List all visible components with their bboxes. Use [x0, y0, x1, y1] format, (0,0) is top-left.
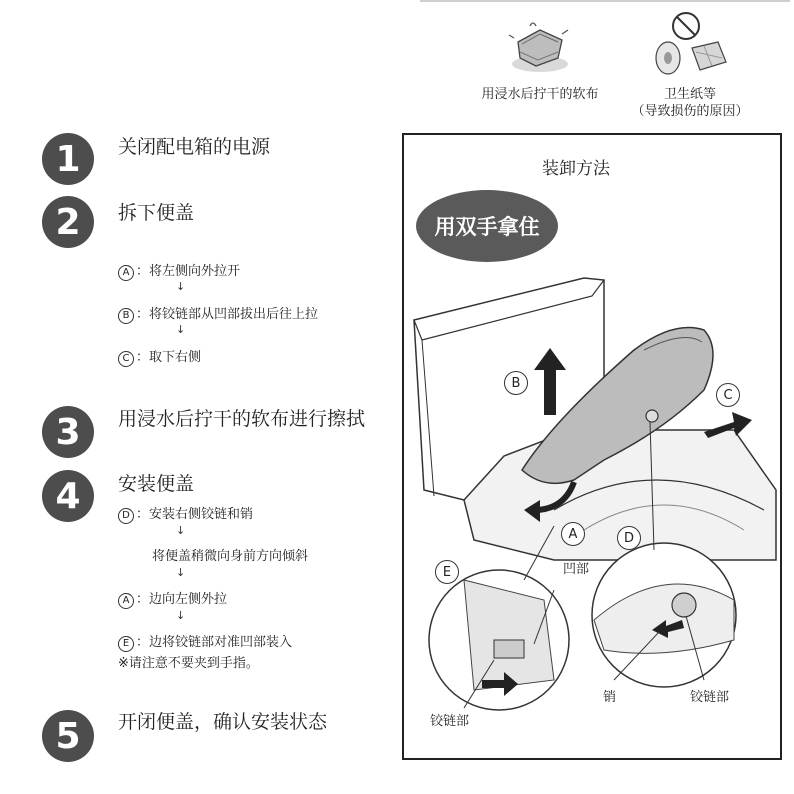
- marker-a: A: [561, 522, 585, 546]
- step-1-number: 1: [42, 133, 94, 185]
- arrow-down-icon: ↓: [176, 524, 186, 537]
- marker-d: D: [118, 508, 134, 524]
- warning-label-cloth: 用浸水后拧干的软布: [481, 87, 599, 102]
- step-3-title: 用浸水后拧干的软布进行擦拭: [118, 408, 366, 430]
- step-5-title: 开闭便盖，确认安装状态: [118, 711, 328, 733]
- wet-cloth-icon: [500, 12, 580, 82]
- hinge-label-right: 铰链部: [690, 690, 730, 705]
- step-4-sub-d: D ：安装右侧铰链和销: [118, 503, 253, 524]
- marker-b: B: [118, 308, 134, 324]
- marker-a: A: [118, 593, 134, 609]
- warning-label-tissue: 卫生纸等: [663, 87, 716, 102]
- marker-c: C: [716, 383, 740, 407]
- arrow-down-icon: ↓: [176, 609, 186, 622]
- step-5-number: 5: [42, 710, 94, 762]
- step-2-title: 拆下便盖: [118, 202, 195, 224]
- marker-a: A: [118, 265, 134, 281]
- toilet-lid-illustration: [404, 260, 780, 758]
- step-2-sub-c: C ：取下右侧: [118, 346, 201, 367]
- arrow-down-icon: ↓: [176, 280, 186, 293]
- arrow-down-icon: ↓: [176, 323, 186, 336]
- both-hands-badge: 用双手拿住: [416, 190, 558, 262]
- arrow-down-icon: ↓: [176, 566, 186, 579]
- marker-c: C: [118, 351, 134, 367]
- step-3-number: 3: [42, 406, 94, 458]
- hinge-label-left: 铰链部: [430, 714, 470, 729]
- step-4-note: ※请注意不要夹到手指。: [118, 656, 259, 671]
- step-4-number: 4: [42, 470, 94, 522]
- marker-b: B: [504, 371, 528, 395]
- warning-note-tissue: （导致损伤的原因）: [631, 104, 749, 119]
- step-2-sub-b: B ：将铰链部从凹部拔出后往上拉: [118, 303, 318, 324]
- step-4-title: 安装便盖: [118, 473, 195, 495]
- marker-e: E: [435, 560, 459, 584]
- step-4-sub-tilt: 将便盖稍微向身前方向倾斜: [152, 549, 309, 564]
- no-tissue-icon: [642, 8, 732, 83]
- marker-d: D: [617, 526, 641, 550]
- step-4-sub-e: E ：边将铰链部对准凹部装入: [118, 631, 292, 652]
- step-4-sub-a: A ：边向左侧外拉: [118, 588, 227, 609]
- step-1-title: 关闭配电箱的电源: [118, 136, 271, 158]
- step-2-number: 2: [42, 196, 94, 248]
- top-rule: [420, 0, 790, 2]
- recess-label: 凹部: [563, 562, 590, 577]
- marker-e: E: [118, 636, 134, 652]
- diagram-title: 装卸方法: [542, 159, 610, 179]
- step-2-sub-a: A ：将左侧向外拉开: [118, 260, 240, 281]
- pin-label: 销: [603, 690, 617, 705]
